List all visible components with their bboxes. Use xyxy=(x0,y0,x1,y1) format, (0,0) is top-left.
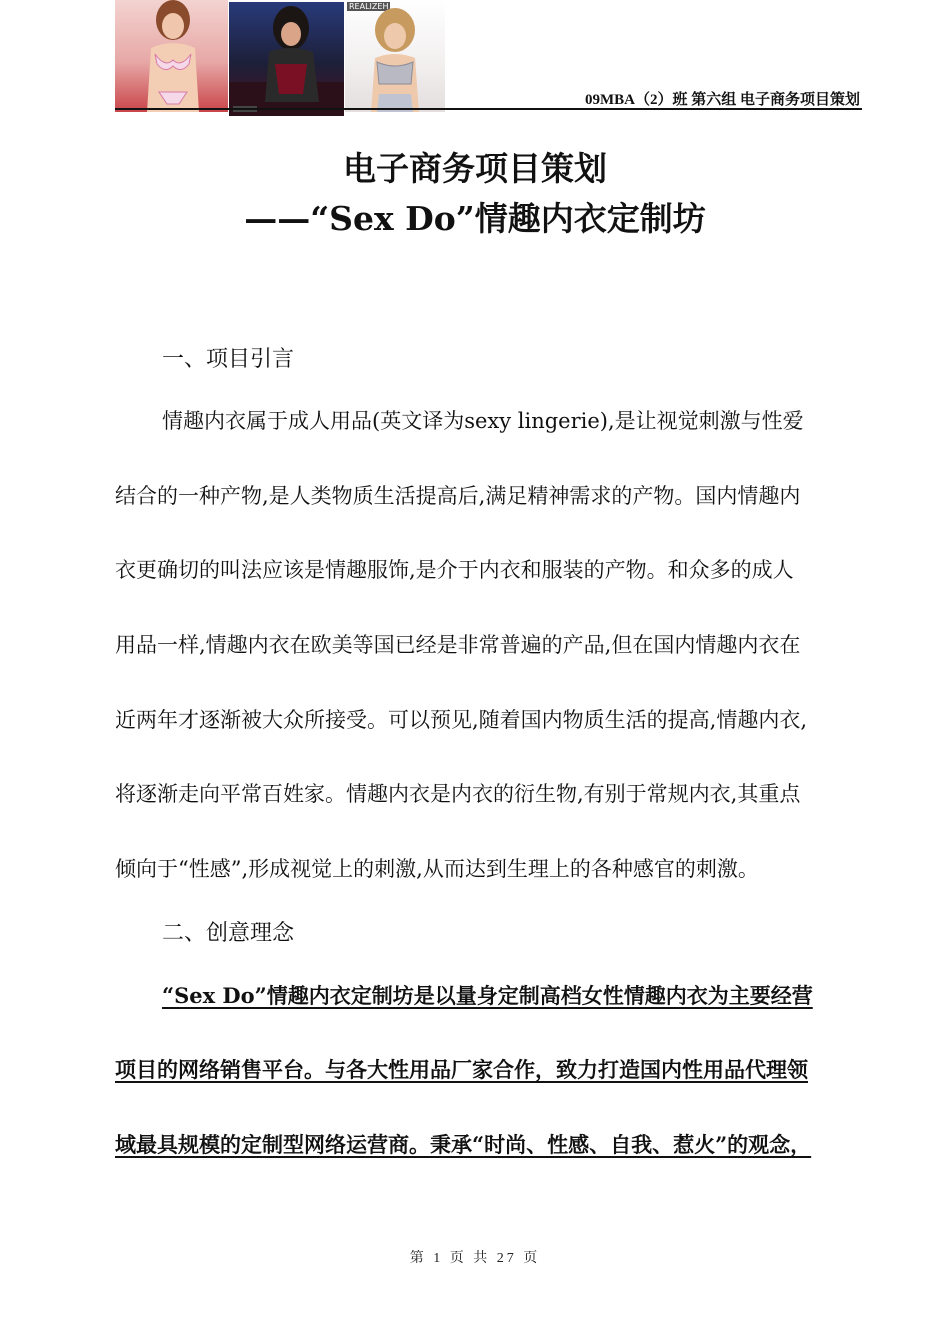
concept-line: “Sex Do”情趣内衣定制坊是以量身定制高档女性情趣内衣为主要经营 xyxy=(162,983,813,1008)
paragraph-line: 倾向于“性感”,形成视觉上的刺激,从而达到生理上的各种感官的刺激。 xyxy=(115,857,759,881)
header-photo-3 xyxy=(345,0,445,112)
section-heading-concept: 二、创意理念 xyxy=(162,921,295,946)
section-heading-intro: 一、项目引言 xyxy=(162,347,295,372)
header-title: 09MBA（2）班 第六组 电子商务项目策划 xyxy=(585,92,860,108)
paragraph-line: 结合的一种产物,是人类物质生活提高后,满足精神需求的产物。国内情趣内 xyxy=(115,484,801,508)
paragraph-line: 近两年才逐渐被大众所接受。可以预见,随着国内物质生活的提高,情趣内衣, xyxy=(115,708,808,732)
header-photo-1 xyxy=(115,0,228,112)
paragraph-line: 用品一样,情趣内衣在欧美等国已经是非常普遍的产品,但在国内情趣内衣在 xyxy=(115,633,801,657)
model-figure-2 xyxy=(229,2,344,116)
paragraph-line: 情趣内衣属于成人用品(英文译为sexy lingerie),是让视觉刺激与性爱 xyxy=(162,409,804,433)
header-divider xyxy=(115,108,862,110)
header-photo-2 xyxy=(229,2,344,116)
concept-line: 项目的网络销售平台。与各大性用品厂家合作，致力打造国内性用品代理领 xyxy=(115,1057,808,1082)
page-number: 第 1 页 共 27 页 xyxy=(409,1251,541,1266)
concept-line: 域最具规模的定制型网络运营商。秉承“时尚、性感、自我、惹火”的观念， xyxy=(115,1132,812,1157)
model-figure-1 xyxy=(115,0,228,112)
paragraph-line: 衣更确切的叫法应该是情趣服饰,是介于内衣和服装的产物。和众多的成人 xyxy=(115,558,794,582)
photo-watermark: REALIZEH xyxy=(349,2,389,11)
paragraph-line: 将逐渐走向平常百姓家。情趣内衣是内衣的衍生物,有别于常规内衣,其重点 xyxy=(115,782,801,806)
document-title: 电子商务项目策划 xyxy=(343,149,607,188)
document-subtitle: ——“Sex Do”情趣内衣定制坊 xyxy=(244,199,706,238)
model-figure-3 xyxy=(345,0,445,112)
